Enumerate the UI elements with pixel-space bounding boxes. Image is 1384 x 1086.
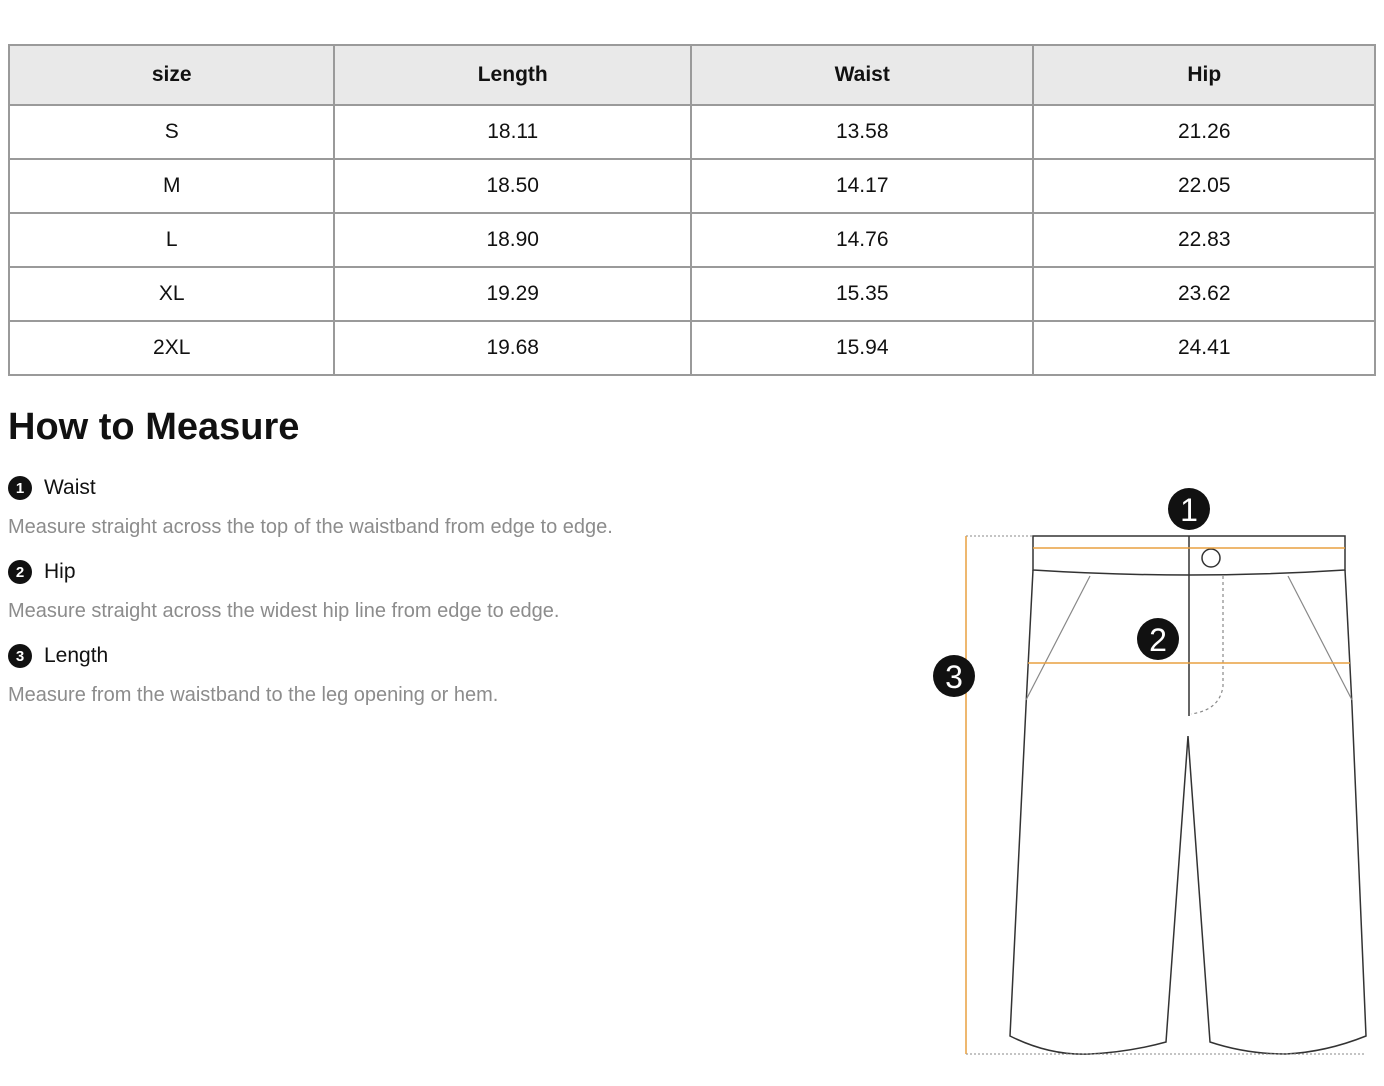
table-row — [9, 267, 1375, 321]
step-description: Measure straight across the top of the waistband from edge to edge. — [8, 516, 613, 538]
step-description: Measure from the waistband to the leg opening or hem. — [8, 684, 499, 706]
cell-waist: 15.35 — [691, 267, 1034, 321]
header-hip: Hip — [1033, 45, 1375, 105]
cell-length: 18.11 — [334, 105, 691, 159]
marker-2 — [1137, 618, 1179, 660]
cell-hip: 23.62 — [1033, 267, 1375, 321]
left-pocket — [1026, 576, 1090, 700]
step-title: Length — [44, 644, 109, 667]
cell-hip: 21.26 — [1033, 105, 1375, 159]
table-row — [9, 321, 1375, 375]
shorts-measurement-diagram — [920, 476, 1380, 1076]
cell-hip: 22.83 — [1033, 213, 1375, 267]
marker-1-label: 1 — [1180, 492, 1198, 528]
cell-waist: 14.76 — [691, 213, 1034, 267]
table-row — [9, 159, 1375, 213]
measure-step-waist — [8, 474, 888, 539]
measurement-lines — [966, 536, 1350, 1054]
header-waist: Waist — [691, 45, 1034, 105]
cell-waist: 15.94 — [691, 321, 1034, 375]
table-row — [9, 105, 1375, 159]
marker-2-label: 2 — [1149, 622, 1167, 658]
step-number-badge: 1 — [8, 476, 32, 500]
cell-size: 2XL — [9, 321, 334, 375]
legs-shape — [1010, 570, 1366, 1054]
cell-length: 19.29 — [334, 267, 691, 321]
step-title: Hip — [44, 560, 76, 583]
marker-3-label: 3 — [945, 659, 963, 695]
cell-hip: 24.41 — [1033, 321, 1375, 375]
measure-step-hip — [8, 558, 888, 623]
cell-size: M — [9, 159, 334, 213]
cell-size: XL — [9, 267, 334, 321]
table-row — [9, 213, 1375, 267]
marker-3 — [933, 655, 975, 697]
how-to-measure-title: How to Measure — [8, 406, 300, 448]
button-icon — [1202, 549, 1220, 567]
cell-size: L — [9, 213, 334, 267]
cell-length: 18.50 — [334, 159, 691, 213]
cell-size: S — [9, 105, 334, 159]
fly-stitch — [1191, 576, 1223, 714]
step-title: Waist — [44, 476, 96, 499]
guide-lines — [966, 536, 1366, 1054]
size-chart-table — [8, 44, 1376, 376]
step-number-badge: 2 — [8, 560, 32, 584]
cell-length: 18.90 — [334, 213, 691, 267]
cell-hip: 22.05 — [1033, 159, 1375, 213]
right-pocket — [1288, 576, 1352, 700]
header-size: size — [9, 45, 334, 105]
marker-1 — [1168, 488, 1210, 530]
header-length: Length — [334, 45, 691, 105]
cell-waist: 13.58 — [691, 105, 1034, 159]
table-header-row — [9, 45, 1375, 105]
shorts-outline — [1010, 536, 1366, 1054]
step-number-badge: 3 — [8, 644, 32, 668]
cell-waist: 14.17 — [691, 159, 1034, 213]
cell-length: 19.68 — [334, 321, 691, 375]
step-description: Measure straight across the widest hip line from edge to edge. — [8, 600, 560, 622]
measure-step-length — [8, 642, 888, 707]
